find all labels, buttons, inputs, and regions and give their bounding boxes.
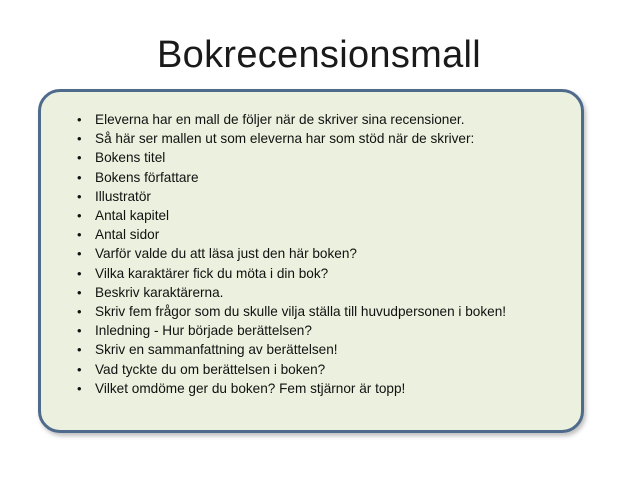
bullet-icon: •	[77, 150, 82, 166]
list-item-text: Beskriv karaktärerna.	[95, 284, 224, 300]
bullet-icon: •	[77, 131, 82, 147]
list-item-text: Vad tyckte du om berättelsen i boken?	[95, 361, 326, 377]
list-item	[77, 206, 506, 225]
list-item	[77, 148, 506, 167]
bullet-icon: •	[77, 227, 82, 243]
list-item	[77, 340, 506, 359]
list-item-text: Vilket omdöme ger du boken? Fem stjärnor är topp!	[95, 380, 406, 396]
bullet-icon: •	[77, 112, 82, 127]
list-item-text: Antal kapitel	[95, 208, 170, 224]
list-item-text: Skriv en sammanfattning av berättelsen!	[95, 342, 338, 358]
content-box	[38, 89, 584, 433]
bullet-icon: •	[77, 323, 82, 339]
list-item-text: Illustratör	[95, 188, 151, 204]
list-item	[77, 168, 506, 187]
list-item-text: Inledning - Hur började berättelsen?	[95, 323, 312, 339]
list-item-text: Eleverna har en mall de följer när de skriver sina recensioner.	[95, 112, 465, 127]
list-item-text: Skriv fem frågor som du skulle vilja ställa till huvudpersonen i boken!	[95, 304, 507, 320]
list-item-text: Varför valde du att läsa just den här boken?	[95, 246, 357, 262]
list-item	[77, 379, 506, 398]
list-item-text: Så här ser mallen ut som eleverna har som stöd när de skriver:	[95, 131, 475, 147]
bullet-icon: •	[77, 342, 82, 358]
bullet-icon: •	[77, 304, 82, 320]
list-item	[77, 225, 506, 244]
bullet-list	[77, 110, 506, 398]
list-item	[77, 244, 506, 263]
list-item	[77, 360, 506, 379]
bullet-icon: •	[77, 361, 82, 377]
list-item	[77, 321, 506, 340]
list-item	[77, 264, 506, 283]
list-item-text: Bokens titel	[95, 150, 166, 166]
bullet-icon: •	[77, 169, 82, 185]
bullet-icon: •	[77, 284, 82, 300]
bullet-icon: •	[77, 265, 82, 281]
slide-title: Bokrecensionsmall	[156, 34, 482, 76]
list-item	[77, 129, 506, 148]
list-item	[77, 302, 506, 321]
list-item	[77, 187, 506, 206]
list-item	[77, 110, 506, 129]
bullet-icon: •	[77, 380, 82, 396]
list-item-text: Bokens författare	[95, 169, 199, 185]
list-item	[77, 283, 506, 302]
list-item-text: Antal sidor	[95, 227, 160, 243]
list-item-text: Vilka karaktärer fick du möta i din bok?	[95, 265, 329, 281]
bullet-icon: •	[77, 188, 82, 204]
bullet-icon: •	[77, 246, 82, 262]
bullet-icon: •	[77, 208, 82, 224]
